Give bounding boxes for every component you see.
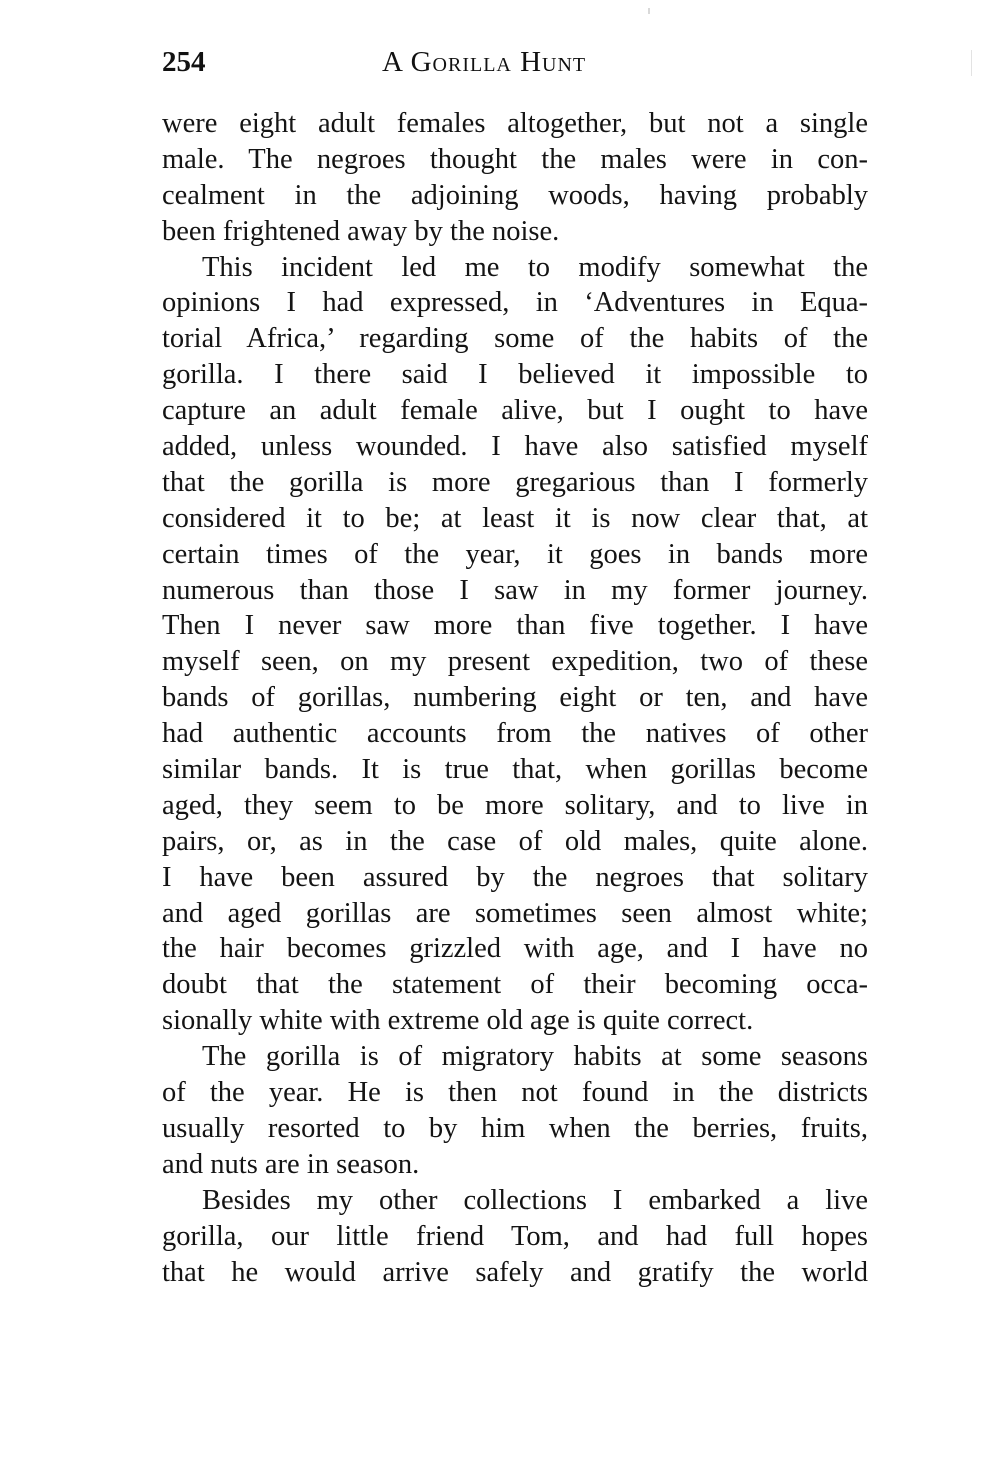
text-line: gorilla, our little friend Tom, and had full hopes (162, 1220, 868, 1252)
text-line: sionally white with extreme old age is quite correct. (162, 1005, 754, 1037)
text-line: been frightened away by the noise. (162, 215, 560, 247)
text-line: and aged gorillas are sometimes seen almost white; (162, 897, 868, 929)
text-line: considered it to be; at least it is now clear that, at (162, 502, 868, 534)
text-line: numerous than those I saw in my former journey. (162, 574, 868, 606)
text-line: doubt that the statement of their becoming occa- (162, 969, 868, 1001)
scan-mark (648, 8, 650, 14)
text-line: The gorilla is of migratory habits at some seasons (202, 1041, 868, 1073)
text-line: I have been assured by the negroes that solitary (162, 861, 868, 893)
text-line: and nuts are in season. (162, 1148, 420, 1180)
text-line: certain times of the year, it goes in bands more (162, 538, 868, 570)
text-line: the hair becomes grizzled with age, and I have no (162, 933, 868, 965)
text-line: bands of gorillas, numbering eight or ten, and have (162, 682, 868, 714)
text-line: similar bands. It is true that, when gorillas become (162, 754, 868, 786)
text-line: This incident led me to modify somewhat the (202, 251, 868, 283)
text-line: torial Africa,’ regarding some of the habits of the (162, 323, 868, 355)
text-line: Then I never saw more than five together. I have (162, 610, 868, 642)
text-line: were eight adult females altogether, but not a single (162, 108, 868, 139)
text-line: gorilla. I there said I believed it impossible to (162, 359, 868, 391)
running-header (162, 46, 868, 92)
text-line: that the gorilla is more gregarious than I formerly (162, 466, 868, 498)
text-line: capture an adult female alive, but I ought to have (162, 395, 868, 427)
text-line: aged, they seem to be more solitary, and to live in (162, 789, 868, 821)
text-line: male. The negroes thought the males were in con- (162, 143, 868, 175)
text-line: of the year. He is then not found in the districts (162, 1077, 868, 1109)
text-line: added, unless wounded. I have also satisfied myself (162, 431, 868, 463)
text-line: myself seen, on my present expedition, two of these (162, 646, 868, 678)
text-line: had authentic accounts from the natives of other (162, 718, 868, 750)
text-line: Besides my other collections I embarked a live (202, 1184, 868, 1216)
scan-edge-mark (971, 50, 972, 76)
text-line: that he would arrive safely and gratify the world (162, 1256, 868, 1288)
text-line: opinions I had expressed, in ‘Adventures in Equa- (162, 287, 868, 319)
text-line: cealment in the adjoining woods, having probably (162, 179, 868, 211)
text-line: usually resorted to by him when the berries, fruits, (162, 1112, 868, 1144)
text-line: pairs, or, as in the case of old males, quite alone. (162, 825, 868, 857)
page-number: 254 (162, 46, 206, 78)
running-title: A Gorilla Hunt (382, 46, 587, 78)
body-text (162, 106, 868, 1290)
